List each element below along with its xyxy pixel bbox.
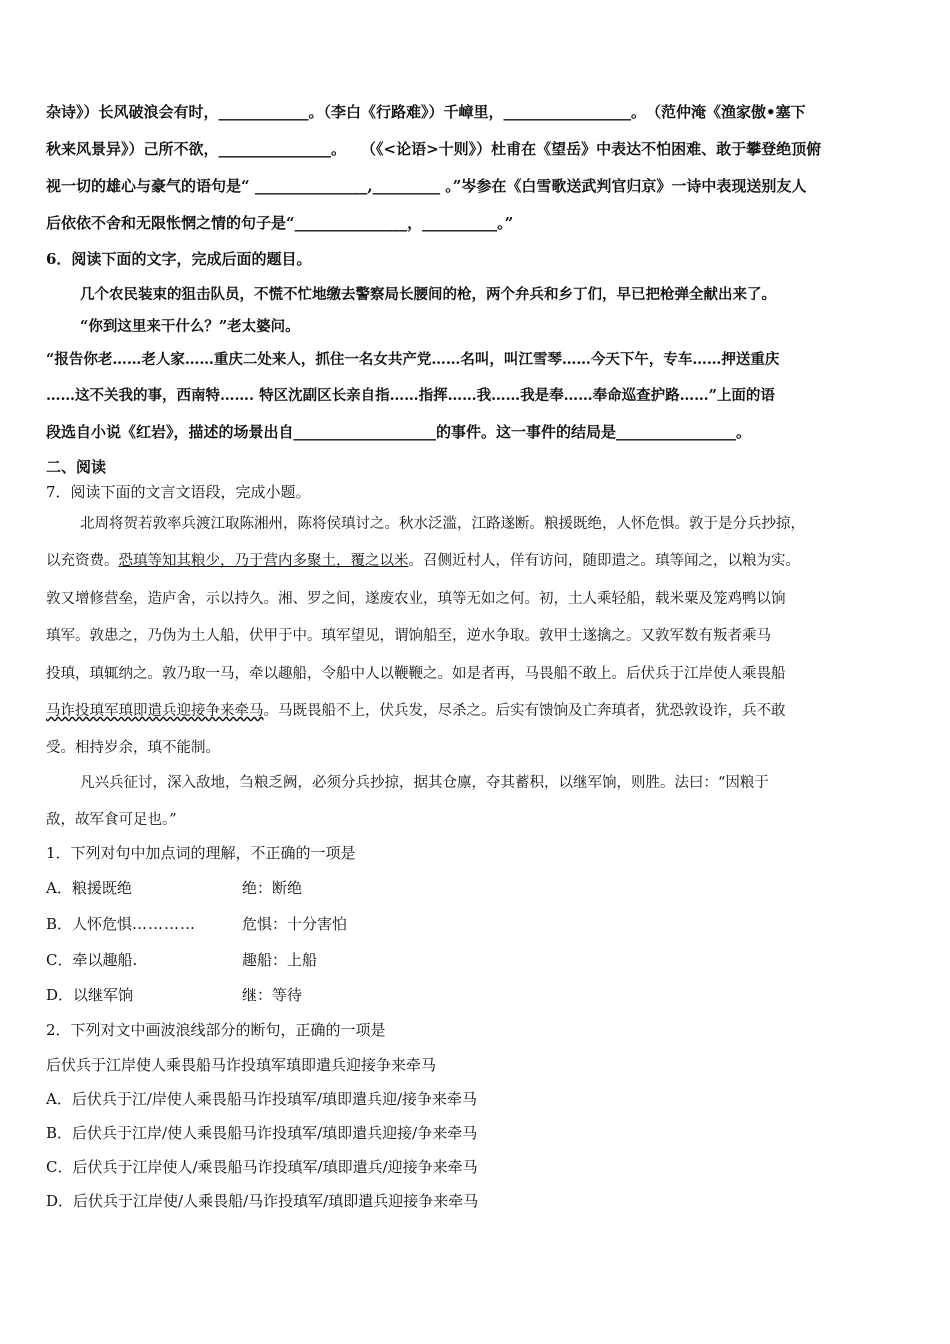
wavy-underlined-sentence: 马诈投瑱军瑱即遣兵迎接争来牵马	[46, 703, 264, 719]
q6-passage-line: 几个农民装束的狙击队员，不慌不忙地缴去警察局长腰间的枪，两个弁兵和乡丁们，早已把枪弹全献出来了。	[80, 286, 776, 303]
passage-text: 。召侧近村人，佯有访问，随即遣之。瑱等闻之，以粮为实。	[408, 553, 800, 569]
emphasis-dots: .	[132, 951, 138, 969]
option-phrase: 人怀危惧	[72, 915, 133, 933]
option-text: 后伏兵于江岸/使人乘畏船马诈投瑱军/瑱即遣兵迎接/争来牵马	[72, 1124, 478, 1142]
sub-question-1-stem: 1．下列对句中加点词的理解，不正确的一项是	[46, 844, 356, 862]
option-phrase: 以继军饷	[73, 986, 134, 1004]
q6-title: 6．阅读下面的文字，完成后面的题目。	[46, 250, 312, 268]
option-text: 后伏兵于江/岸使人乘畏船马诈投瑱军/瑱即遣兵迎/接争来牵马	[71, 1090, 478, 1108]
option-b[interactable]	[46, 913, 196, 935]
q7-passage-line	[46, 550, 800, 572]
q6-passage-line: “报告你老……老人家……重庆二处来人，抓住一名女共产党……名叫，叫江雪琴……今天下午，专车……押送重庆	[46, 351, 780, 368]
sub-question-2-stem: 2．下列对文中画波浪线部分的断句，正确的一项是	[46, 1021, 386, 1039]
underlined-sentence: 恐瑱等知其粮少，乃于营内多聚土，覆之以米	[118, 553, 409, 569]
option-d[interactable]	[46, 984, 133, 1006]
section-heading: 二、阅读	[46, 458, 107, 476]
q7-title: 7．阅读下面的文言文语段，完成小题。	[46, 483, 311, 501]
option-a[interactable]	[46, 877, 132, 899]
q6-passage-line: ……这不关我的事，西南特……. 特区沈副区长亲自指……指挥……我……我是奉……奉命巡查护路……”上面的语	[46, 387, 775, 404]
option-phrase: 粮援既绝	[71, 879, 132, 897]
q7-passage-line: 投瑱，瑱辄纳之。敦乃取一马，牵以趣船，令船中人以鞭鞭之。如是者再，马畏船不敢上。后伏兵于江岸使人乘畏船	[46, 666, 786, 682]
fill-blank-line-1: 杂诗》）长风破浪会有时，____________。（李白《行路难》）千嶂里，_________________。 （范仲淹《渔家傲•塞下	[46, 103, 806, 121]
emphasis-dots: …………	[132, 915, 197, 933]
option-gloss: 绝：断绝	[242, 879, 303, 897]
option-gloss: 趣船：上船	[242, 951, 318, 969]
option-a[interactable]	[46, 1088, 477, 1110]
q7-passage-line: 受。相持岁余，瑱不能制。	[46, 740, 220, 756]
option-phrase: 牵以趣船	[72, 951, 133, 969]
passage-text: 。马既畏船不上，伏兵发，尽杀之。后实有馈饷及亡奔瑱者，犹恐敦设诈，兵不敢	[263, 703, 786, 719]
option-c[interactable]	[46, 949, 137, 971]
q7-passage-line	[46, 700, 786, 722]
passage-text: 以充资费。	[46, 553, 119, 569]
q7-passage-line: 凡兴兵征讨，深入敌地，刍粮乏阙，必须分兵抄掠，据其仓廪，夺其蓄积，以继军饷，则胜。法曰：“因粮于	[80, 775, 769, 791]
option-text: 后伏兵于江岸使/人乘畏船/马诈投瑱军/瑱即遣兵迎接争来牵马	[73, 1192, 479, 1210]
fill-blank-line-3: 视一切的雄心与豪气的语句是“ _______________,_________ 。”岑参在《白雪歌送武判官归京》一诗中表现送别友人	[46, 177, 807, 195]
q7-passage-line: 瑱军。敦患之，乃伪为土人船，伏甲于中。瑱军望见，谓饷船至，逆水争取。敦甲士遂擒之。又敦军数有叛者乘马	[46, 628, 771, 644]
option-letter: A．	[46, 879, 72, 897]
option-letter: C．	[46, 1158, 73, 1176]
option-letter: D．	[46, 986, 74, 1004]
q7-passage-line: 敦又增修营垒，造庐舍，示以持久。湘、罗之间，遂废农业，瑱等无如之何。初，土人乘轻船，载米粟及笼鸡鸭以饷	[46, 591, 786, 607]
q7-passage-line: 敌，故军食可足也。”	[46, 812, 177, 828]
fill-blank-line-2: 秋来风景异》）己所不欲，_______________。 （《<论语>十则》）杜甫在《望岳》中表达不怕困难、敢于攀登绝顶俯	[46, 140, 822, 158]
sub-question-2-sentence: 后伏兵于江岸使人乘畏船马诈投瑱军瑱即遣兵迎接争来牵马	[46, 1056, 437, 1074]
option-d[interactable]	[46, 1190, 478, 1212]
option-b[interactable]	[46, 1122, 477, 1144]
option-c[interactable]	[46, 1156, 478, 1178]
option-letter: B．	[46, 1124, 73, 1142]
q6-prompt: 段选自小说《红岩》，描述的场景出自___________________的事件。这一事件的结局是________________。	[46, 423, 752, 441]
option-gloss: 继：等待	[242, 986, 303, 1004]
option-letter: D．	[46, 1192, 74, 1210]
option-text: 后伏兵于江岸使人/乘畏船马诈投瑱军/瑱即遣兵/迎接争来牵马	[72, 1158, 478, 1176]
option-letter: B．	[46, 915, 73, 933]
q7-passage-line: 北周将贺若敦率兵渡江取陈湘州，陈将侯瑱讨之。秋水泛滥，江路遂断。粮援既绝，人怀危惧。敦于是分兵抄掠，	[80, 516, 805, 532]
option-letter: C．	[46, 951, 73, 969]
option-letter: A．	[46, 1090, 72, 1108]
q6-passage-line: “你到这里来干什么？”老太婆问。	[80, 318, 300, 335]
option-gloss: 危惧：十分害怕	[242, 915, 348, 933]
fill-blank-line-4: 后依依不舍和无限怅惘之情的句子是“_______________，__________。”	[46, 214, 514, 232]
